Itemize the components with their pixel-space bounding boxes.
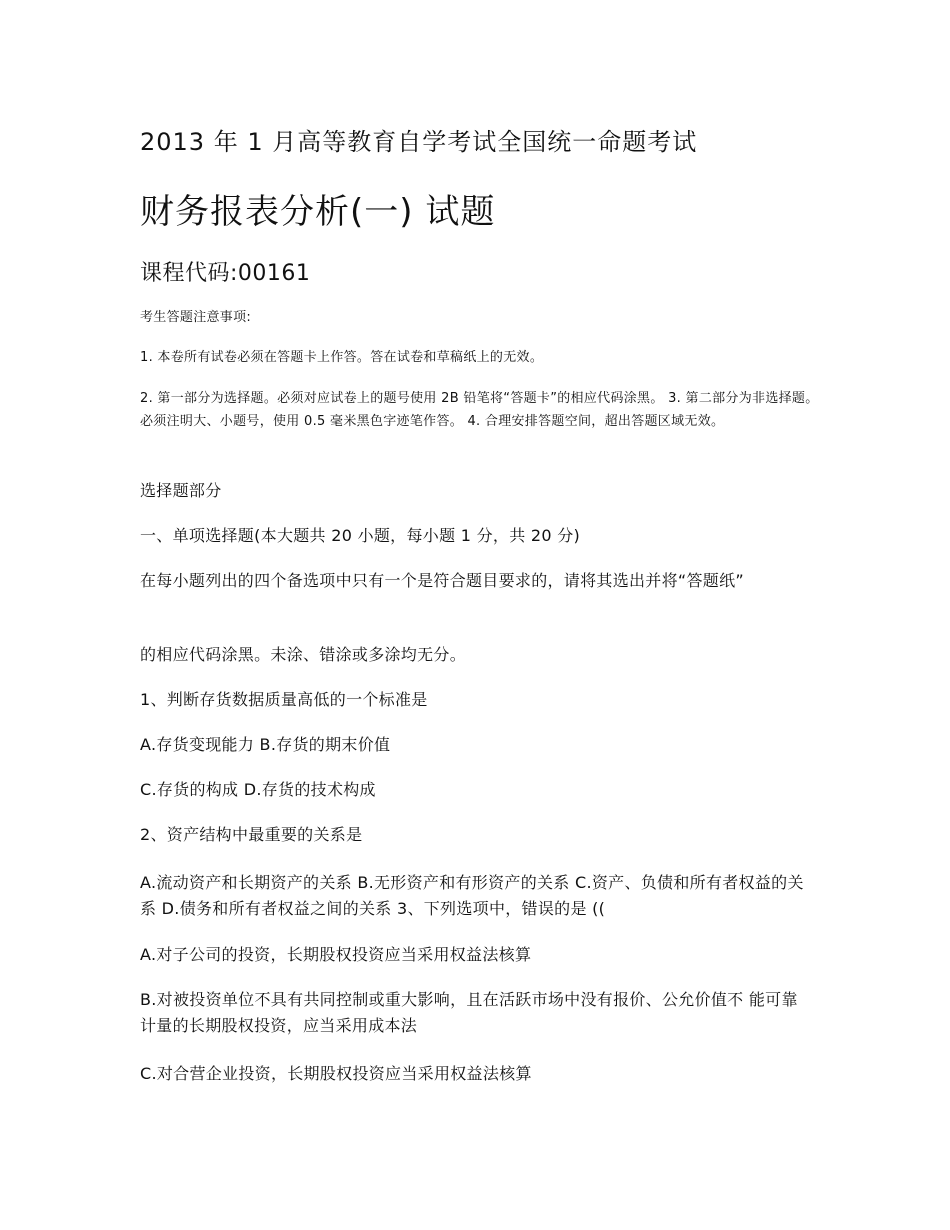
notice-item-2: 2. 第一部分为选择题。必须对应试卷上的题号使用 2B 铅笔将“答题卡”的相应代码涂黑。 3. 第二部分为非选择题。必须注明大、小题号，使用 0.5 毫米黑色字迹笔作答。 4. 合理安排答题空间，超出答题区域无效。	[140, 391, 819, 429]
section-title: 一、单项选择题(本大题共 20 小题，每小题 1 分，共 20 分)	[140, 526, 581, 545]
question-2: 2、资产结构中最重要的关系是	[140, 825, 363, 844]
notice-heading: 考生答题注意事项:	[140, 310, 252, 325]
section-instruction-2: 的相应代码涂黑。未涂、错涂或多涂均无分。	[140, 645, 467, 664]
question-1: 1、判断存货数据质量高低的一个标准是	[140, 690, 428, 709]
question-3-option-a: A.对子公司的投资，长期股权投资应当采用权益法核算	[140, 945, 532, 964]
question-3-option-b: B.对被投资单位不具有共同控制或重大影响，且在活跃市场中没有报价、公允价值不 能可靠计量的长期股权投资，应当采用成本法	[140, 990, 798, 1035]
subject-title: 财务报表分析(一) 试题	[140, 192, 496, 232]
question-1-options-ab: A.存货变现能力 B.存货的期末价值	[140, 735, 391, 754]
question-3-option-c: C.对合营企业投资，长期股权投资应当采用权益法核算	[140, 1064, 532, 1083]
question-2-options-and-question-3: A.流动资产和长期资产的关系 B.无形资产和有形资产的关系 C.资产、负债和所有者权益的关系 D.债务和所有者权益之间的关系 3、下列选项中，错误的是 ((	[140, 873, 804, 918]
notice-item-1: 1. 本卷所有试卷必须在答题卡上作答。答在试卷和草稿纸上的无效。	[140, 350, 544, 365]
section-instruction-1: 在每小题列出的四个备选项中只有一个是符合题目要求的，请将其选出并将“答题纸”	[140, 571, 744, 590]
exam-title: 2013 年 1 月高等教育自学考试全国统一命题考试	[140, 128, 698, 156]
course-code: 课程代码:00161	[140, 261, 311, 286]
question-1-options-cd: C.存货的构成 D.存货的技术构成	[140, 780, 376, 799]
part-label: 选择题部分	[140, 481, 222, 500]
